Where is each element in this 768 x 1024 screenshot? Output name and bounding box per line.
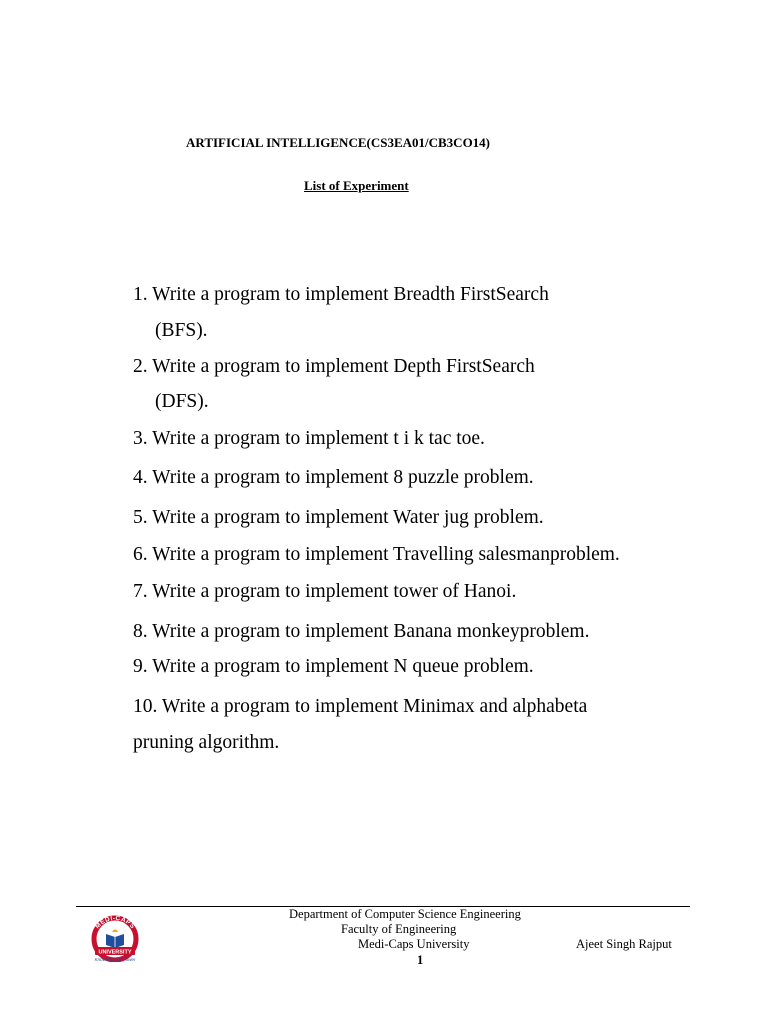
footer-department: Department of Computer Science Engineering (289, 907, 521, 921)
experiment-7: 7. Write a program to implement tower of Hanoi. (133, 581, 517, 602)
list-heading: List of Experiment (304, 178, 409, 193)
footer-university: Medi-Caps University (358, 937, 470, 951)
experiment-2-line2: (DFS). (155, 391, 209, 412)
logo-text-bottom: UNIVERSITY (98, 949, 132, 956)
page-number: 1 (417, 953, 424, 967)
experiment-10-line1: 10. Write a program to implement Minimax and alphabeta (133, 696, 588, 717)
experiment-2-line1: 2. Write a program to implement Depth FirstSearch (133, 356, 535, 377)
experiment-9: 9. Write a program to implement N queue problem. (133, 656, 534, 677)
experiment-1-line2: (BFS). (155, 320, 208, 341)
experiment-3: 3. Write a program to implement t i k tac toe. (133, 428, 485, 449)
experiment-8: 8. Write a program to implement Banana monkeyproblem. (133, 621, 590, 642)
experiment-1-line1: 1. Write a program to implement Breadth FirstSearch (133, 284, 549, 305)
logo-text-top: MEDI-CAPS (93, 914, 137, 931)
logo-tagline: Knowledge is Power (94, 957, 136, 962)
experiment-4: 4. Write a program to implement 8 puzzle problem. (133, 467, 534, 488)
experiment-10-line2: pruning algorithm. (133, 732, 280, 753)
experiment-6: 6. Write a program to implement Travelling salesmanproblem. (133, 544, 620, 565)
footer-faculty: Faculty of Engineering (341, 922, 457, 936)
course-title: ARTIFICIAL INTELLIGENCE(CS3EA01/CB3CO14) (186, 135, 491, 150)
footer-author: Ajeet Singh Rajput (576, 937, 672, 951)
experiment-5: 5. Write a program to implement Water jug problem. (133, 507, 544, 528)
university-logo (79, 912, 151, 962)
